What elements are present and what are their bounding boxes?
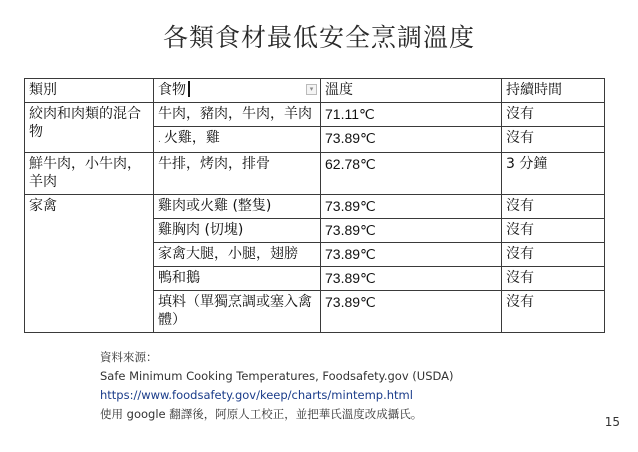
food-cell: 牛排，烤肉，排骨	[154, 153, 321, 195]
source-label: 資料來源：	[100, 350, 158, 364]
food-cell-text: 火雞，雞	[163, 130, 220, 146]
food-cell: 牛肉，豬肉，牛肉，羊肉	[154, 103, 321, 127]
category-cell: 絞肉和肉類的混合物	[25, 103, 154, 153]
food-cell: 填料（單獨烹調或塞入禽體）	[154, 291, 321, 333]
text-cursor	[188, 81, 190, 97]
duration-cell: 沒有	[502, 103, 605, 127]
temperature-table	[24, 78, 605, 333]
temperature-cell: 73.89℃	[321, 243, 502, 267]
header-temperature: 溫度	[321, 79, 502, 103]
food-cell	[154, 127, 321, 153]
temperature-cell: 73.89℃	[321, 195, 502, 219]
source-citation: Safe Minimum Cooking Temperatures, Foodsafety.gov (USDA)	[100, 369, 454, 383]
table-row	[25, 103, 605, 127]
table-row	[25, 195, 605, 219]
duration-cell: 沒有	[502, 219, 605, 243]
header-duration: 持續時間	[502, 79, 605, 103]
duration-cell: 沒有	[502, 291, 605, 333]
temperature-cell: 71.11℃	[321, 103, 502, 127]
duration-cell: 沒有	[502, 267, 605, 291]
header-food-label: 食物	[158, 82, 186, 98]
temperature-cell: 73.89℃	[321, 291, 502, 333]
food-cell: 雞胸肉 (切塊)	[154, 219, 321, 243]
page-number: 15	[604, 415, 620, 429]
temperature-table-container	[24, 78, 612, 346]
slide-title: 各類食材最低安全烹調溫度	[162, 23, 475, 52]
table-header-row	[25, 79, 605, 103]
duration-cell: 沒有	[502, 127, 605, 153]
category-cell: 鮮牛肉，小牛肉，羊肉	[25, 153, 154, 195]
table-row	[25, 153, 605, 195]
duration-cell: 沒有	[502, 195, 605, 219]
temperature-cell: 62.78℃	[321, 153, 502, 195]
temperature-cell: 73.89℃	[321, 127, 502, 153]
source-url-link[interactable]: https://www.foodsafety.gov/keep/charts/mintemp.html	[100, 388, 413, 402]
duration-cell: 沒有	[502, 243, 605, 267]
food-cell: 家禽大腿，小腿，翅膀	[154, 243, 321, 267]
food-cell: 雞肉或火雞 (整隻)	[154, 195, 321, 219]
dropdown-arrow-icon[interactable]: ▾	[306, 84, 317, 95]
food-cell: 鴨和鵝	[154, 267, 321, 291]
header-food[interactable]	[154, 79, 321, 103]
header-category: 類別	[25, 79, 154, 103]
temperature-cell: 73.89℃	[321, 219, 502, 243]
temperature-cell: 73.89℃	[321, 267, 502, 291]
category-cell: 家禽	[25, 195, 154, 333]
duration-cell: 3 分鐘	[502, 153, 605, 195]
source-notes	[100, 348, 454, 424]
bullet-dot-icon: .	[158, 135, 161, 145]
translation-note: 使用 google 翻譯後，阿原人工校正，並把華氏溫度改成攝氏。	[100, 407, 423, 421]
